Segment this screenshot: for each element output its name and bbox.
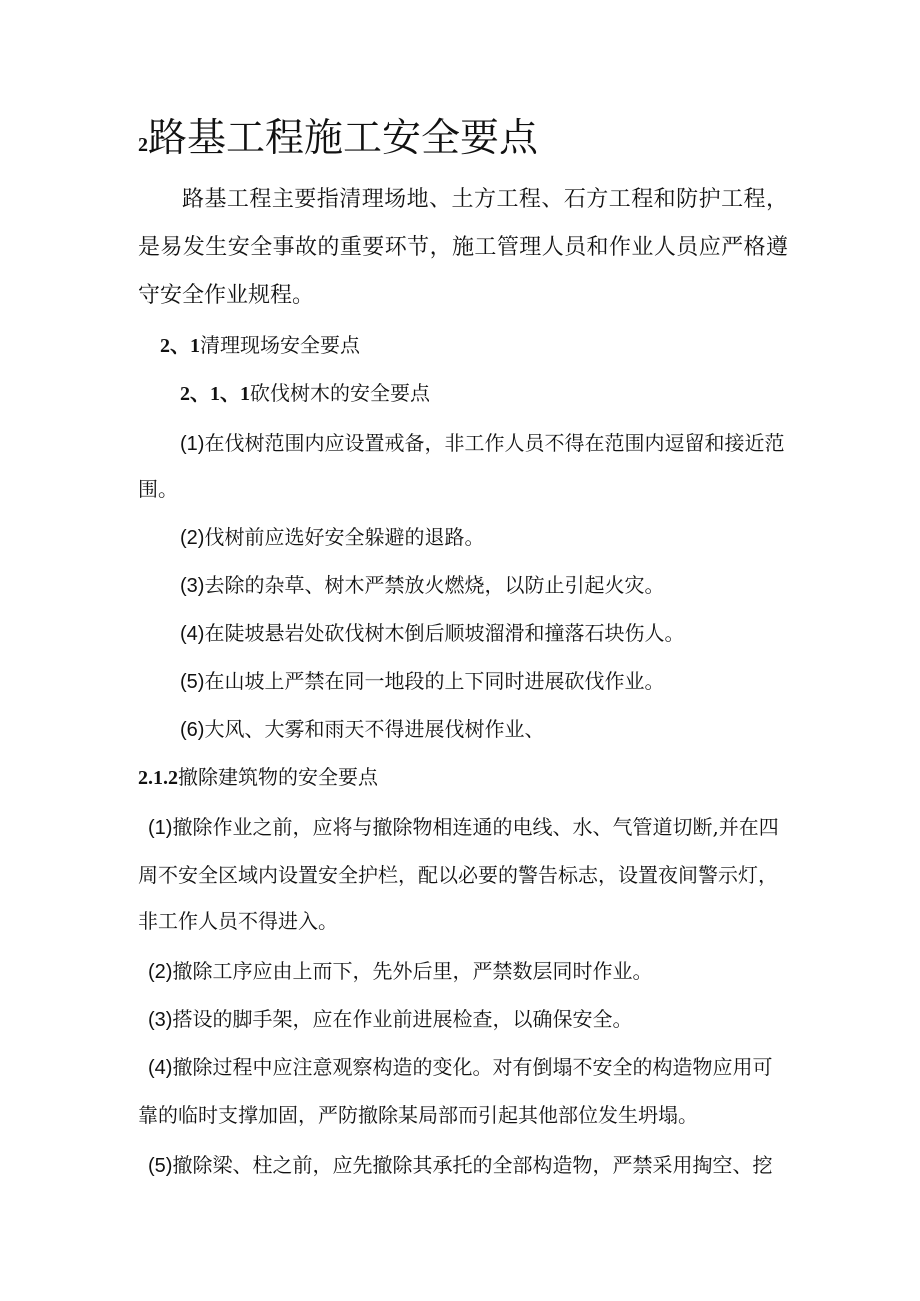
section-number: 2.1.2 (138, 767, 178, 789)
list-item (180, 714, 544, 745)
item-number: (4) (180, 623, 205, 645)
list-item (180, 618, 684, 649)
item-text: 搭设的脚手架，应在作业前进展检查，以确保安全。 (172, 1007, 633, 1031)
list-item-continuation: 周不安全区域内设置安全护栏，配以必要的警告标志，设置夜间警示灯， (138, 863, 778, 887)
item-text: 大风、大雾和雨天不得进展伐树作业、 (204, 717, 545, 741)
item-number: (1) (180, 433, 205, 455)
section-2-1-2-heading (138, 762, 378, 793)
item-number: (3) (148, 1009, 173, 1031)
page-title (138, 112, 538, 172)
section-number: 2、1 (160, 335, 200, 357)
item-number: (2) (148, 961, 173, 983)
title-number: 2 (138, 134, 148, 156)
list-item (180, 666, 664, 697)
item-text: 撤除工序应由上而下，先外后里，严禁数层同时作业。 (172, 959, 653, 983)
item-text: 伐树前应选好安全躲避的退路。 (204, 525, 485, 549)
title-text: 路基工程施工安全要点 (148, 116, 539, 161)
list-item (148, 1052, 772, 1083)
list-item-continuation: 围。 (138, 477, 178, 501)
item-number: (1) (148, 817, 173, 839)
list-item (180, 428, 784, 459)
item-number: (2) (180, 527, 205, 549)
item-number: (4) (148, 1057, 173, 1079)
list-item (148, 956, 652, 987)
item-text: 撤除作业之前，应将与撤除物相连通的电线、水、气管道切断,并在四 (172, 815, 779, 839)
list-item (148, 1150, 772, 1181)
list-item (148, 1004, 632, 1035)
item-text: 在伐树范围内应设置戒备，非工作人员不得在范围内逗留和接近范 (204, 431, 785, 455)
section-2-1-1-heading (180, 378, 430, 409)
section-text: 撤除建筑物的安全要点 (178, 765, 378, 789)
item-text: 在陡坡悬岩处砍伐树木倒后顺坡溜滑和撞落石块伤人。 (204, 621, 685, 645)
item-text: 在山坡上严禁在同一地段的上下同时进展砍伐作业。 (204, 669, 665, 693)
item-text: 去除的杂草、树木严禁放火燃烧，以防止引起火灾。 (204, 573, 665, 597)
list-item (148, 812, 779, 843)
intro-paragraph: 路基工程主要指清理场地、土方工程、石方工程和防护工程，是易发生安全事故的重要环节，施工管理人员和作业人员应严格遵守安全作业规程。 (138, 187, 788, 308)
item-text: 撤除过程中应注意观察构造的变化。对有倒塌不安全的构造物应用可 (172, 1055, 773, 1079)
section-2-1-heading (160, 330, 360, 361)
item-number: (6) (180, 719, 205, 741)
section-number: 2、1、1 (180, 383, 250, 405)
section-text: 清理现场安全要点 (200, 333, 360, 357)
item-number: (5) (180, 671, 205, 693)
section-text: 砍伐树木的安全要点 (250, 381, 430, 405)
item-number: (3) (180, 575, 205, 597)
list-item-continuation: 靠的临时支撑加固，严防撤除某局部而引起其他部位发生坍塌。 (138, 1103, 698, 1127)
list-item (180, 570, 664, 601)
list-item (180, 522, 484, 553)
item-number: (5) (148, 1155, 173, 1177)
item-text: 撤除梁、柱之前，应先撤除其承托的全部构造物，严禁采用掏空、挖 (172, 1153, 773, 1177)
list-item-continuation: 非工作人员不得进入。 (138, 909, 338, 933)
